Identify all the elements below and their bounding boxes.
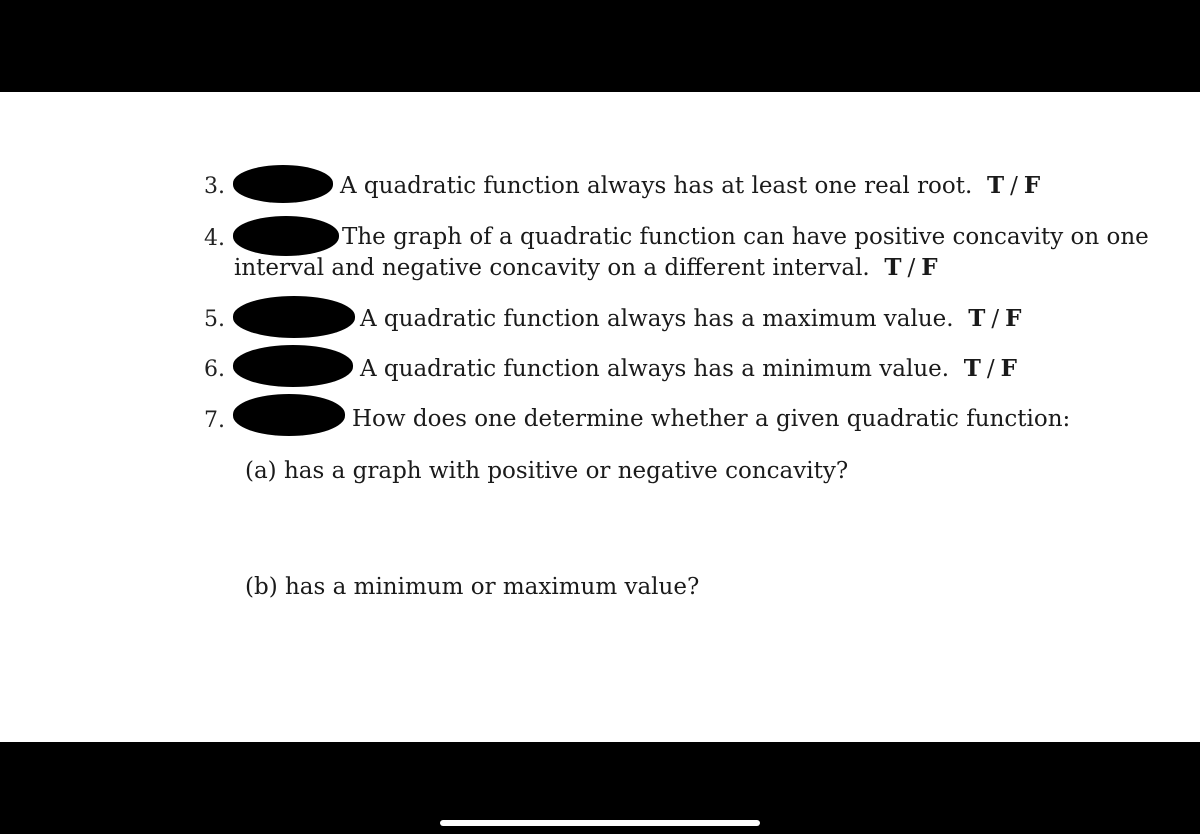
tf-separator: / [1010,173,1018,199]
question-7-part-b: (b) has a minimum or maximum value? [245,574,700,600]
home-indicator-bar[interactable] [440,820,760,826]
question-3-text [340,174,1040,198]
question-5-statement: A quadratic function always has a maximum value. [360,306,954,332]
question-5-number: 5. [204,307,225,332]
question-6-text [360,357,1017,381]
true-option[interactable]: T [963,355,981,382]
question-3-statement: A quadratic function always has at least one real root. [340,173,973,199]
false-option[interactable]: F [1000,355,1017,382]
question-4-statement-line2: interval and negative concavity on a different interval. [234,255,870,281]
redaction-mark [233,394,345,436]
question-6-number: 6. [204,357,225,382]
true-option[interactable]: T [986,172,1005,199]
redaction-mark [233,345,353,387]
question-7-part-a: (a) has a graph with positive or negative concavity? [245,458,849,484]
question-7-number: 7. [204,408,225,433]
tf-separator: / [991,306,1000,332]
tf-separator: / [986,356,995,382]
tf-separator: / [907,255,916,281]
question-4-text-line2 [234,256,938,280]
true-option[interactable]: T [968,305,986,332]
question-4-number: 4. [204,226,225,251]
false-option[interactable]: F [921,254,938,281]
redaction-mark [233,216,339,256]
question-3-number: 3. [204,174,225,199]
question-5-text [360,307,1021,331]
document-page [0,92,1200,742]
redaction-mark [233,296,355,338]
false-option[interactable]: F [1023,172,1041,199]
question-6-statement: A quadratic function always has a minimum value. [360,356,950,382]
question-7-statement: How does one determine whether a given quadratic function: [352,406,1071,432]
false-option[interactable]: F [1005,305,1022,332]
redaction-mark [233,165,333,203]
true-option[interactable]: T [884,254,902,281]
question-4-statement-line1: The graph of a quadratic function can have positive concavity on one [342,224,1149,250]
